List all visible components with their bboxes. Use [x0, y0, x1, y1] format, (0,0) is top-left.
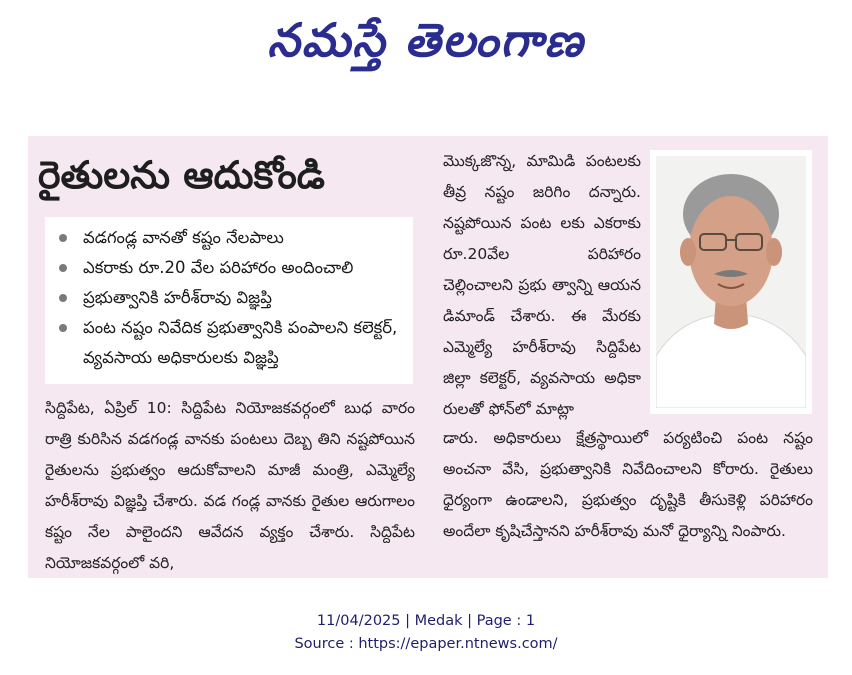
bullet-dot-icon: [59, 294, 67, 302]
highlight-text: పంట నష్టం నివేదిక ప్రభుత్వానికి పంపాలని కలెక్టర్, వ్యవసాయ అధికారులకు విజ్ఞప్తి: [83, 318, 398, 367]
footer-edition-info: 11/04/2025 | Medak | Page : 1: [316, 613, 536, 629]
newspaper-masthead: నమస్తే తెలంగాణ: [267, 13, 585, 67]
bullet-dot-icon: [59, 324, 67, 332]
highlight-item: [45, 253, 413, 283]
person-portrait-icon: [656, 156, 806, 408]
article-highlights: [45, 217, 413, 384]
highlight-item: [45, 283, 413, 313]
bullet-dot-icon: [59, 264, 67, 272]
article-body-right-column-bottom: డారు. అధికారులు క్షేత్రస్థాయిలో పర్యటించి పంట నష్టం అంచనా వేసి, ప్రభుత్వానికి నివేదించాలని కోరారు. రైతులు ధైర్యంగా ఉండాలని, ప్రభుత్వం దృష్టికి తీసుకెళ్లి పరిహారం అందేలా కృషిచేస్తానని హరీశ్‌రావు మనో ధైర్యాన్ని నింపారు.: [443, 429, 813, 540]
highlight-text: వడగండ్ల వానతో కష్టం నేలపాలు: [83, 228, 284, 247]
highlight-item: [45, 313, 413, 373]
article-body-left-column: సిద్దిపేట, ఏప్రిల్ 10: సిద్దిపేట నియోజకవర్గంలో బుధ వారం రాత్రి కురిసిన వడగండ్ల వానకు పంటలు దెబ్బ తిని నష్టపోయిన రైతులను ప్రభుత్వం ఆదుకోవాలని మాజీ మంత్రి, ఎమ్మెల్యే హరీశ్‌రావు విజ్ఞప్తి చేశారు. వడ గండ్ల వానకు రైతుల ఆరుగాలం కష్టం నేల పాలైందని ఆవేదన వ్యక్తం చేశారు. సిద్దిపేట నియోజకవర్గంలో వరి,: [45, 399, 415, 572]
article-headline: రైతులను ఆదుకోండి: [38, 152, 325, 197]
bullet-dot-icon: [59, 234, 67, 242]
highlight-item: [45, 223, 413, 253]
footer-source-link[interactable]: Source : https://epaper.ntnews.com/: [294, 636, 558, 652]
portrait-photo: [650, 150, 812, 414]
article-body-right-column-top: మొక్కజొన్న, మామిడి పంటలకు తీవ్ర నష్టం జరిగిం దన్నారు. నష్టపోయిన పంట లకు ఎకరాకు రూ.20వేల పరిహారం చెల్లించాలని ప్రభు త్వాన్ని ఆయన డిమాండ్ చేశారు. ఈ మేరకు ఎమ్మెల్యే హరీశ్‌రావు సిద్దిపేట జిల్లా కలెక్టర్, వ్యవసాయ అధికా రులతో ఫోన్‌లో మాట్లా: [443, 152, 641, 418]
highlight-text: ఎకరాకు రూ.20 వేల పరిహారం అందించాలి: [83, 258, 354, 277]
highlight-text: ప్రభుత్వానికి హరీశ్‌రావు విజ్ఞప్తి: [83, 288, 272, 307]
